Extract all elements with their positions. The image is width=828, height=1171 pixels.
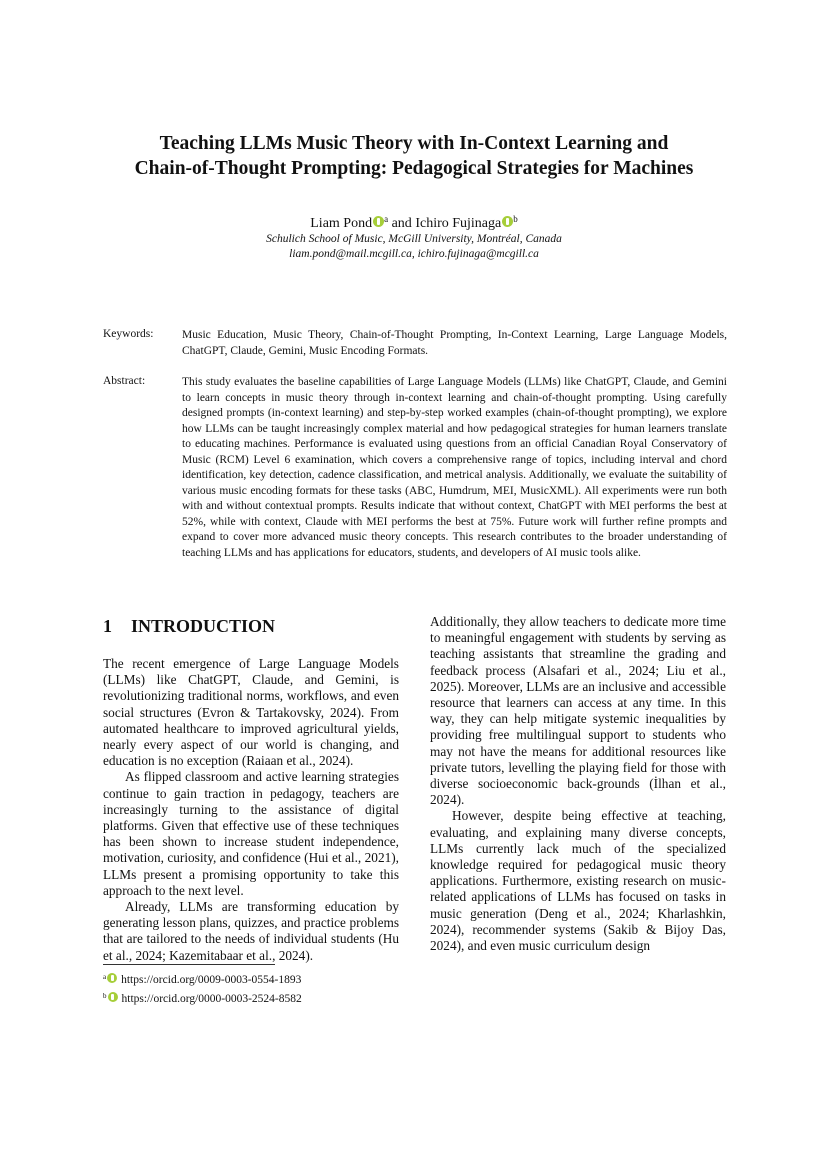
title-line-1: Teaching LLMs Music Theory with In-Context Learning and (159, 133, 669, 154)
body-paragraph: The recent emergence of Large Language Models (LLMs) like ChatGPT, Claude, and Gemini, is revolutionizing traditional norms, workflows, and even social structures (Evron & Tartakovsky, 2024). From automated healthcare to improved agricultural yields, nearly every aspect of our world is changing, and education is no exception (Raiaan et al., 2024). (103, 656, 399, 769)
author-name: Ichiro Fujinaga (415, 216, 502, 231)
author-emails[interactable]: liam.pond@mail.mcgill.ca, ichiro.fujinaga@mcgill.ca (289, 248, 539, 260)
keywords-text: Music Education, Music Theory, Chain-of-Thought Prompting, In-Context Learning, Large Language Models, ChatGPT, Claude, Gemini, Music Encoding Formats. (182, 329, 727, 357)
orcid-link[interactable]: https://orcid.org/0000-0003-2524-8582 (121, 993, 302, 1005)
author-affiliation-mark: b (513, 214, 518, 224)
title-line-2: Chain-of-Thought Prompting: Pedagogical Strategies for Machines (134, 158, 694, 179)
body-paragraph: Additionally, they allow teachers to dedicate more time to meaningful engagement with students by serving as teaching assistants that streamline the grading and feedback process (Alsafari et al., 2024; Liu et al., 2025). Moreover, LLMs are an inclusive and accessible resource that learners can access at any time. In this way, they can help mitigate systemic inequalities by providing free multilingual support to students who may not have the means for additional resources like private tutors, levelling the playing field for those with diverse socioeconomic back-grounds (İlhan et al., 2024). (430, 614, 726, 808)
abstract-text: This study evaluates the baseline capabilities of Large Language Models (LLMs) like ChatGPT, Claude, and Gemini to learn concepts in music theory through in-context learning and chain-of-thought prompting. Using carefully designed prompts (in-context learning) and step-by-step worked examples (chain-of-thought prompting), we explore how LLMs can be taught increasingly complex material and how pedagogical strategies for human learners translate to educating machines. Performance is evaluated using questions from an official Canadian Royal Conservatory of Music (RCM) Level 6 examination, which covers a comprehensive range of topics, including interval and chord identification, key detection, cadence classification, and metrical analysis. Additionally, we evaluate the suitability of various music encoding formats for these tasks (ABC, Humdrum, MEI, MusicXML). All experiments were run both with and without contextual prompts. Results indicate that without context, ChatGPT with MEI performs the best at 52%, while with context, Claude with MEI performs the best at 75%. Future work will further refine prompts and expand to cover more advanced music theory concepts. This research contributes to the broader understanding of teaching LLMs and has applications for educators, students, and developers of AI music tools alike. (182, 376, 727, 559)
author-affiliation-mark: a (384, 214, 389, 224)
section-number: 1 (103, 616, 112, 636)
footnotes (103, 969, 302, 1007)
right-column (430, 614, 726, 954)
author-list (100, 210, 728, 233)
footnote-divider (103, 964, 275, 965)
body-paragraph: However, despite being effective at teaching, evaluating, and explaining many diverse concepts, LLMs currently lack much of the specialized knowledge required for pedagogical music theory applications. Furthermore, existing research on music-related applications of LLMs has focused on tasks in music generation (Deng et al., 2024; Kharlashkin, 2024), recommender systems (Sakib & Bijoy Das, 2024), and even music curriculum design (430, 808, 726, 954)
body-paragraph: As flipped classroom and active learning strategies continue to gain traction in pedagogy, teachers are increasingly turning to the assistance of digital platforms. Given that effective use of these techniques has been shown to increase student independence, motivation, curiosity, and confidence (Hui et al., 2021), LLMs present a promising opportunity to take this approach to the next level. (103, 769, 399, 898)
orcid-icon[interactable] (373, 216, 384, 227)
orcid-icon[interactable] (502, 216, 513, 227)
paper-title (80, 131, 748, 181)
orcid-icon (107, 973, 117, 983)
orcid-link[interactable]: https://orcid.org/0009-0003-0554-1893 (121, 974, 302, 986)
keywords-label: Keywords: (103, 328, 154, 340)
author-connector: and (388, 216, 416, 231)
left-column (103, 612, 399, 964)
footnote-mark: a (103, 973, 107, 981)
author-name: Liam Pond (310, 216, 373, 231)
orcid-icon (108, 992, 118, 1002)
footnote-item (103, 988, 302, 1007)
author-affiliation: Schulich School of Music, McGill University, Montréal, Canada (266, 233, 562, 245)
footnote-item (103, 969, 302, 988)
footnote-mark: b (103, 992, 107, 1000)
section-heading (103, 615, 399, 637)
abstract-label: Abstract: (103, 375, 146, 387)
section-title: INTRODUCTION (131, 616, 276, 636)
body-paragraph: Already, LLMs are transforming education by generating lesson plans, quizzes, and practice problems that are tailored to the needs of individual students (Hu et al., 2024; Kazemitabaar et al., 2024). (103, 899, 399, 963)
